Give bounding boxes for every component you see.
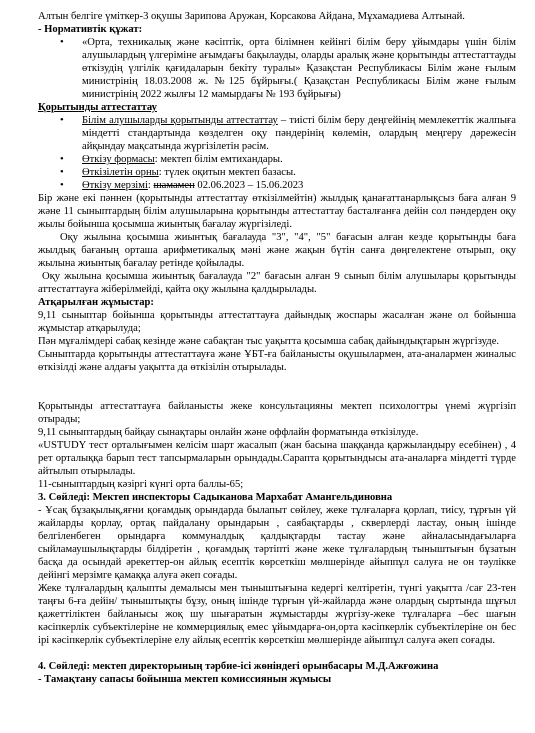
- final-item-period: [38, 179, 516, 192]
- final-item-place: [38, 166, 516, 179]
- work-line: Қорытынды аттестаттауға байланысты жеке консультацияны мектеп психологтры үнемі жүргізіп отырады;: [38, 401, 516, 425]
- bullet-icon: •: [60, 180, 64, 191]
- bullet-icon: •: [60, 37, 64, 48]
- work-line: 9,11 сыныптардың байқау сынақтары онлайн және оффлайн форматында өткізілуде.: [38, 427, 419, 438]
- section4-heading: 4. Сөйледі: мектеп директорының тәрбие-ісі жөніндегі орынбасары М.Д.Ажғожина: [38, 661, 439, 672]
- blank-line: [38, 647, 516, 660]
- final-item-term: Білім алушыларды қорытынды аттестаттау: [82, 115, 278, 126]
- work-line: Пән мұғалімдері сабақ кезінде және сабақтан тыс уақытта қосымша сабақ дайындықтарын жүргізуде.: [38, 336, 500, 347]
- work-line: 11-сыныптардың кәзіргі күнгі орта баллы-65;: [38, 479, 244, 490]
- work-done-heading: Атқарылған жұмыстар:: [38, 297, 154, 308]
- final-item-text: : мектеп білім емтихандары.: [154, 154, 283, 165]
- section3-heading: 3. Сөйледі: Мектеп инспекторы Садыканова Мархабат Амангельдиновна: [38, 492, 393, 503]
- document-page: [38, 10, 516, 686]
- final-item-struck-word: шамамен: [153, 180, 195, 191]
- intro-line: Алтын белгіге үміткер-3 оқушы Зарипова Аружан, Корсакова Айдана, Мұхамадиева Алтынай.: [38, 11, 465, 22]
- paragraph-summative: Оқу жылына қосымша жиынтық бағалауда "3", "4", "5" бағасын алған кезде қорытынды баға жылдық бағаның орташа арифметикалық мәні және жақын бүтін санға дөңгелектене отырып, оқу жылына жиынтық бағалау ретінде қойылады.: [38, 232, 516, 269]
- section3-paragraph: Жеке тұлғалардың қалыпты демалысы мен тыныштығына кедергі келтіретін, түнгі уақытта /сағ 23-тен таңғы 6-ға дейін/ тыныштықты бұзу, оның ішінде тұрғын үй-жайларда және олардың сыртында шұғыл қажеттіліктен байланысы жоқ шу шығаратын жұмыстарды жүргізу-жеке тұлғаларға –бес шағын кәсіпкерлік субъектілеріне не коммерциялық емес ұйымдарға-он,орта кәсіпкерлік субъектілеріне он бес ірі кәсіпкерлік субъектілеріне елу айлық есептік көрсеткіш мөлшерінде айыппұл салуға әкеп соғады.: [38, 583, 516, 646]
- work-line: 9,11 сыныптар бойынша қорытынды аттестаттауға дайындық жоспары жасалған және ол бойынша жұмыстар атқарылуда;: [38, 310, 516, 334]
- bullet-icon: •: [60, 115, 64, 126]
- final-attestation-heading: Қорытынды аттестаттау: [38, 102, 157, 113]
- final-item-form: [38, 153, 516, 166]
- final-item-definition: [38, 114, 516, 153]
- final-item-term: Өткізу формасы: [82, 154, 155, 165]
- bullet-icon: •: [60, 154, 64, 165]
- final-item-sep: :: [147, 180, 154, 191]
- blank-line: [38, 387, 516, 400]
- work-line: Сыныптарда қорытынды аттестаттауға және ҰБТ-ға байланысты оқушылармен, ата-аналармен жиналыс өткізілді және алдағы уақытта да өткізілін отырылады.: [38, 349, 516, 373]
- final-item-term: Өткізілетін орны: [82, 167, 159, 178]
- final-item-text: 02.06.2023 – 15.06.2023: [194, 180, 304, 191]
- blank-line: [38, 374, 516, 387]
- section3-paragraph: - Ұсақ бұзақылық,яғни қоғамдық орындарда былапыт сөйлеу, жеке тұлғаларға қорлап, тиісу, тұрғын үй жайларды қорлау, ортақ пайдалану орындарын , саябақтарды , скверлерді ластау, оның ішінде белгіленбеген орындарға коммуналдық қалдықтарды тастау және айналасындағыларға сыйламаушылықтарды білдіретін , қоғамдық тәртіпті және жеке тұлғалардың тыныштығын бұзатын басқа да осындай әрекеттер-он айлық есептік көрсеткіш мөлшерінде айыппұл салуға не он тәулікке дейінгі мерзімге қамаққа алуға әкеп соғады.: [38, 505, 516, 581]
- final-item-text: : түлек оқитын мектеп базасы.: [158, 167, 296, 178]
- paragraph-repeat-year: Оқу жылына қосымша жиынтық бағалауда "2" бағасын алған 9 сынып білім алушылары қорытынды аттестаттауға жіберілмейді, қайта оқу жылына қалдырылады.: [38, 271, 516, 295]
- normative-list: [38, 36, 516, 101]
- normative-heading: - Нормативтік құжат:: [38, 24, 143, 35]
- section4-subheading: - Тамақтану сапасы бойынша мектеп комиссиянын жұмысы: [38, 674, 332, 685]
- bullet-icon: •: [60, 167, 64, 178]
- final-attestation-list: [38, 114, 516, 192]
- normative-item: [38, 36, 516, 101]
- normative-item-text: «Орта, техникалық және кәсіптік, орта білімнен кейінгі білім беру ұйымдары үшін білім алушылардың үлгеріміне ағымдағы бақылауды, оларды аралық және қорытынды аттестаттауды өткізудің үлгілік қағидаларын бекіту туралы» Қазақстан Республикасы Білім және ғылым министрінің 18.03.2008 ж. №125 бұйрығы.( Қазақстан Республикасы Білім және ғылым министрінің 2022 жылғы 12 мамырдағы № 193 бұйрығы): [82, 37, 516, 100]
- final-item-text: – тиісті білім беру деңгейінің мемлекеттік жалпыға міндетті стандартында көзделген оқу пәндерінің көлемін, олардың меңгеру дәрежесін айқындау мақсатында жүргізілетін рәсім.: [82, 115, 516, 152]
- final-item-term: Өткізу мерзімі: [82, 180, 148, 191]
- paragraph-grades: Бір және екі пәннен (қорытынды аттестаттау өткізілмейтін) жылдық қанағаттанарлықсыз баға алған 9 және 11 сыныптардың білім алушыларына қорытынды аттестаттау басталғанға дейін сол пәндерден оқу жылы бойынша қосымша жиынтық бағалау жүргізіледі.: [38, 193, 516, 230]
- work-line: «USTUDY тест орталығымен келісім шарт жасалып (жан басына шаққанда қаржыландыру есебінен) , 4 рет орталыққа барып тест тапсырмаларын орындады.Сарапта қорытындысы ата-аналарға міндетті түрде айтылып отырылады.: [38, 440, 516, 477]
